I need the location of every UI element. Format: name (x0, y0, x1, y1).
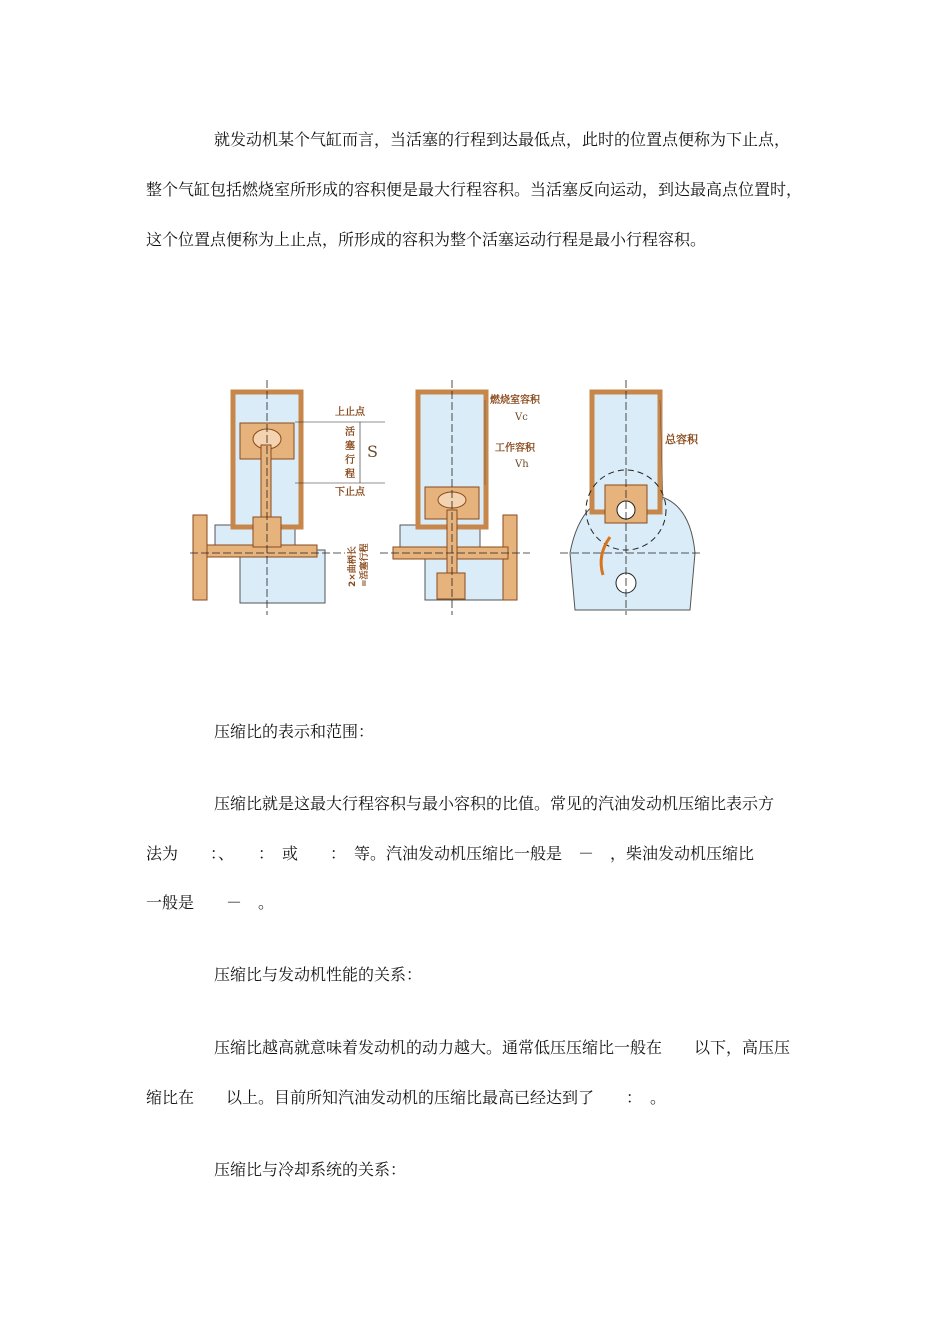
section2-line2: 缩比在 以上。目前所知汽油发动机的压缩比最高已经达到了 ： 。 (146, 1088, 667, 1107)
label-stroke-1: 活 (345, 427, 355, 438)
section1-line1: 压缩比就是这最大行程容积与最小容积的比值。常见的汽油发动机压缩比表示方 (214, 794, 775, 813)
label-piston-stroke: =活塞行程 (360, 543, 370, 587)
label-stroke-4: 程 (345, 469, 355, 480)
label-working-volume: 工作容积 (495, 443, 535, 454)
section2-heading: 压缩比与发动机性能的关系： (214, 965, 423, 984)
section1-line3: 一般是 － 。 (146, 893, 275, 912)
label-bdc: 下止点 (335, 487, 365, 498)
label-vc: Vc (515, 412, 528, 423)
label-s: S (367, 442, 378, 461)
section2-line1: 压缩比越高就意味着发动机的动力越大。通常低压压缩比一般在 以下，高压压 (214, 1038, 791, 1057)
label-crank-length: 2×曲柄长 (348, 546, 358, 587)
label-stroke-2: 塞 (345, 441, 355, 452)
label-stroke-3: 行 (345, 455, 355, 466)
middle-engine (380, 380, 530, 615)
paragraph1-line2: 整个气缸包括燃烧室所形成的容积便是最大行程容积。当活塞反向运动，到达最高点位置时， (146, 180, 803, 199)
right-engine (560, 380, 700, 615)
section1-line2: 法为 ：、 ： 或 ： 等。汽油发动机压缩比一般是 － ，柴油发动机压缩比 (146, 844, 755, 863)
section1-heading: 压缩比的表示和范围： (214, 722, 375, 741)
engine-cylinder-figure (185, 375, 725, 625)
label-combustion-volume: 燃烧室容积 (490, 395, 540, 406)
paragraph1-line1: 就发动机某个气缸而言，当活塞的行程到达最低点，此时的位置点便称为下止点， (214, 130, 791, 149)
paragraph1-line3: 这个位置点便称为上止点，所形成的容积为整个活塞运动行程是最小行程容积。 (146, 230, 707, 249)
label-tdc: 上止点 (335, 407, 365, 418)
label-vh: Vh (515, 459, 529, 470)
label-total-volume: 总容积 (665, 433, 698, 446)
section3-heading: 压缩比与冷却系统的关系： (214, 1160, 407, 1179)
engine-diagram-svg (185, 375, 725, 625)
